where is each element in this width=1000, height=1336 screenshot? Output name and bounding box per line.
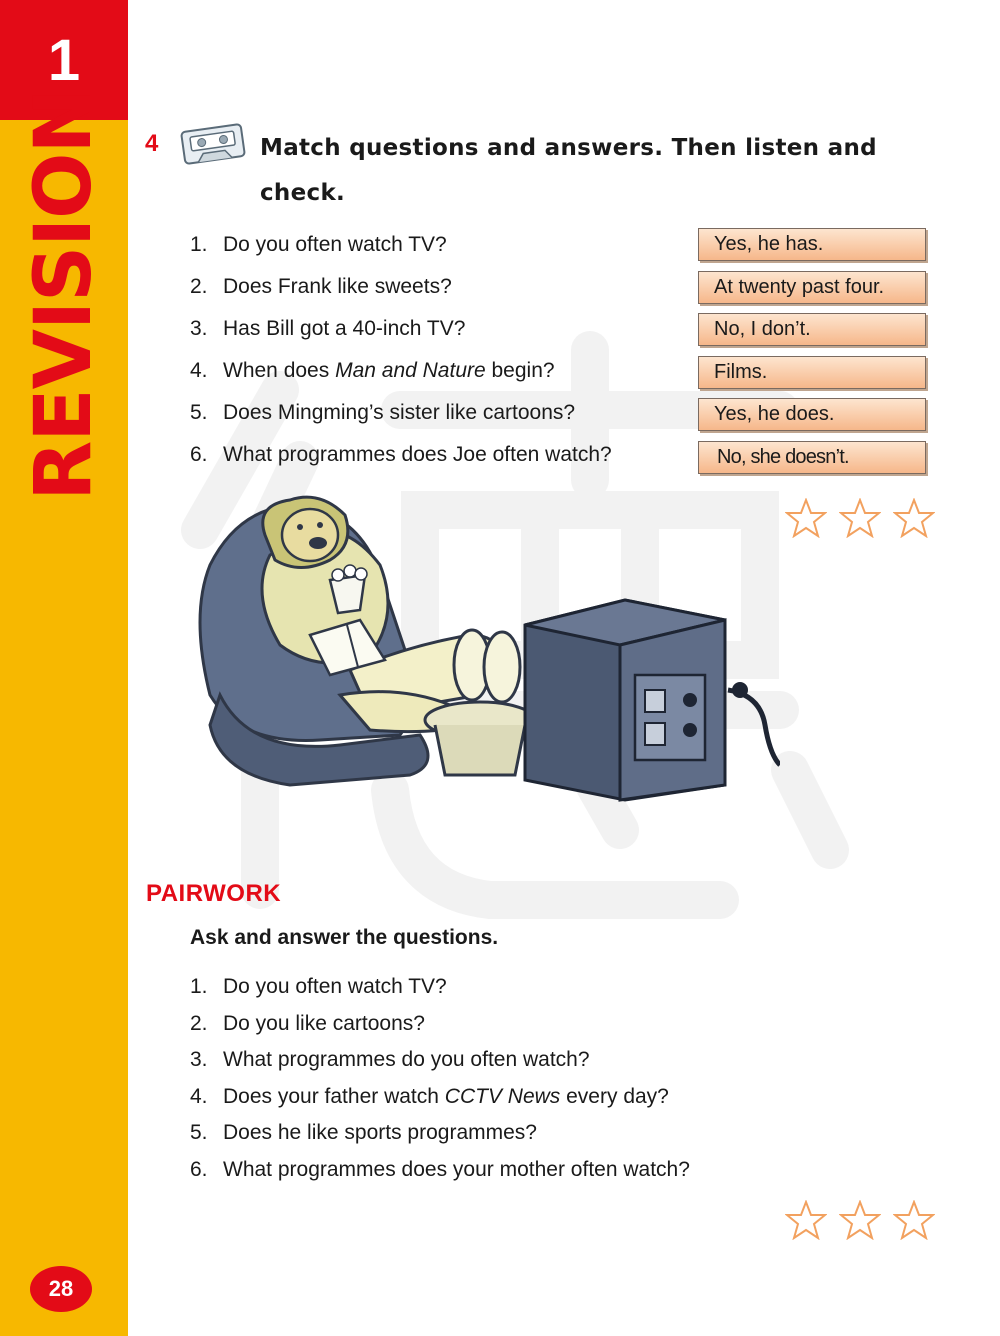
question-number: 5. xyxy=(190,401,208,424)
question-number: 2. xyxy=(190,1011,208,1035)
question-text: every day? xyxy=(560,1084,669,1108)
answer-box[interactable]: Yes, he has. xyxy=(698,228,926,261)
question-text: begin? xyxy=(485,359,555,382)
question-text: Does Mingming’s sister like cartoons? xyxy=(223,401,576,424)
question-text: Does he like sports programmes? xyxy=(223,1121,537,1144)
list-item xyxy=(190,1009,690,1046)
list-item xyxy=(190,230,612,272)
list-item xyxy=(190,398,612,440)
list-item xyxy=(190,272,612,314)
section-label: REVISION xyxy=(19,89,109,501)
list-item xyxy=(190,1155,690,1192)
star-outline-icon xyxy=(839,1200,881,1240)
question-number: 3. xyxy=(190,317,208,340)
list-item xyxy=(190,972,690,1009)
question-number: 4. xyxy=(190,359,208,382)
answer-list xyxy=(698,228,926,483)
question-text: Do you often watch TV? xyxy=(223,975,447,998)
programme-title: Man and Nature xyxy=(335,359,486,382)
pairwork-question-list xyxy=(190,972,690,1191)
list-item xyxy=(190,440,612,482)
question-number: 3. xyxy=(190,1048,208,1071)
exercise-instruction: Match questions and answers. Then listen and check. xyxy=(260,135,877,206)
list-item xyxy=(190,314,612,356)
question-text: Do you often watch TV? xyxy=(223,233,447,256)
question-text: What programmes does your mother often watch? xyxy=(223,1157,690,1181)
star-outline-icon xyxy=(785,1200,827,1240)
question-text: Does your father watch xyxy=(223,1084,445,1108)
sidebar xyxy=(0,0,128,1336)
programme-title: CCTV News xyxy=(444,1084,561,1108)
question-text: When does xyxy=(223,359,336,382)
pairwork-title: PAIRWORK xyxy=(146,880,282,907)
question-number: 5. xyxy=(190,1121,208,1144)
page-number: 28 xyxy=(30,1266,92,1312)
cassette-tape-icon xyxy=(180,122,246,166)
list-item xyxy=(190,356,612,398)
star-outline-icon xyxy=(893,1200,935,1240)
list-item xyxy=(190,1082,690,1119)
pairwork-instruction: Ask and answer the questions. xyxy=(190,926,499,949)
list-item xyxy=(190,1045,690,1082)
question-text: Has Bill got a 40-inch TV? xyxy=(223,317,466,340)
star-outline-icon xyxy=(893,498,935,538)
question-text: What programmes do you often watch? xyxy=(223,1048,590,1071)
question-number: 2. xyxy=(190,275,208,298)
question-number: 1. xyxy=(190,975,208,998)
answer-box[interactable]: At twenty past four. xyxy=(698,271,926,304)
question-text: Does Frank like sweets? xyxy=(223,275,452,298)
question-number: 4. xyxy=(190,1084,208,1108)
answer-box[interactable]: No, I don’t. xyxy=(698,313,926,346)
question-number: 6. xyxy=(190,443,208,466)
section-label-wrap xyxy=(4,89,124,501)
list-item xyxy=(190,1118,690,1155)
star-outline-icon xyxy=(785,498,827,538)
question-text: What programmes does Joe often watch? xyxy=(223,443,612,466)
rating-stars-exercise xyxy=(785,498,935,538)
answer-box[interactable]: Yes, he does. xyxy=(698,398,926,431)
star-outline-icon xyxy=(839,498,881,538)
lion-watching-tv-illustration xyxy=(180,495,780,805)
question-text: Do you like cartoons? xyxy=(223,1011,425,1035)
rating-stars-pairwork xyxy=(785,1200,935,1240)
question-number: 1. xyxy=(190,233,208,256)
answer-box[interactable]: No, she doesn’t. xyxy=(698,441,926,474)
exercise-number: 4 xyxy=(145,130,159,157)
answer-box[interactable]: Films. xyxy=(698,356,926,389)
exercise-question-list xyxy=(190,230,612,482)
question-number: 6. xyxy=(190,1157,208,1181)
unit-number: 1 xyxy=(47,27,81,93)
